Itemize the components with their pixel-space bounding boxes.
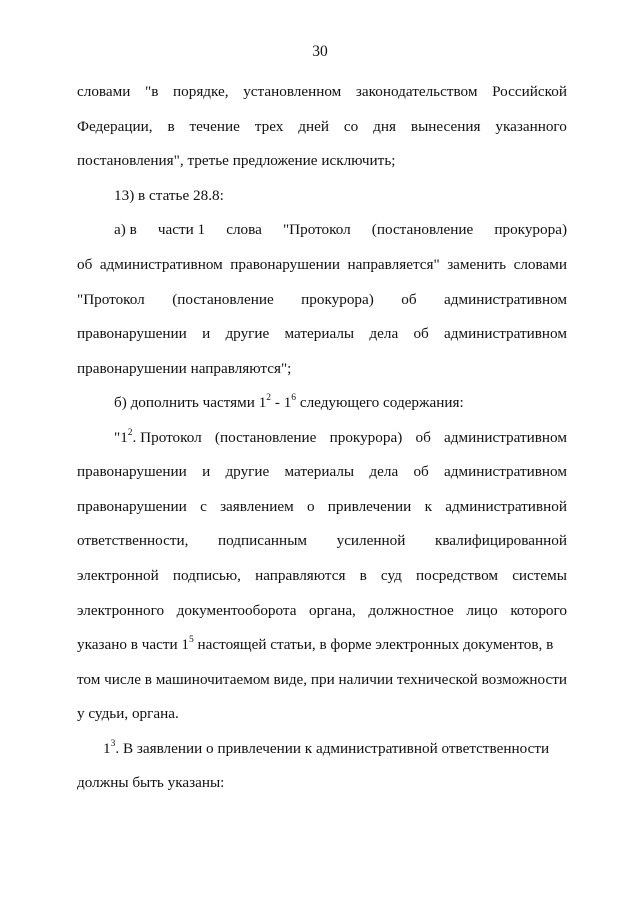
text-line-2: Федерации, в течение трех дней со дня вынесения указанного: [77, 118, 567, 135]
text-line-19: у судьи, органа.: [77, 705, 179, 722]
text-line-6: об административном правонарушении направляется" заменить словами: [77, 256, 567, 273]
text-line-12: правонарушении и другие материалы дела об административном: [77, 463, 567, 480]
text-line-4: 13) в статье 28.8:: [114, 187, 224, 204]
text-line-5: а) в части 1 слова "Протокол (постановление прокурора): [114, 221, 567, 238]
page-number: 30: [312, 43, 328, 60]
text-line-13: правонарушении с заявлением о привлечении к административной: [77, 498, 567, 515]
text-line-8: правонарушении и другие материалы дела об административном: [77, 325, 567, 342]
text-line-20: $1^3$. В заявлении о привлечении к административной ответственности: [103, 738, 550, 757]
text-line-10: б) дополнить частями $1^2 - 1^6$ следующего содержания:: [114, 392, 464, 411]
text-line-14: ответственности, подписанным усиленной квалифицированной: [77, 532, 567, 549]
text-line-16: электронного документооборота органа, должностное лицо которого: [77, 602, 567, 619]
text-line-18: том числе в машиночитаемом виде, при наличии технической возможности: [77, 671, 567, 688]
text-line-11: "$1^2$. Протокол (постановление прокурора) об административном: [114, 427, 567, 446]
text-line-15: электронной подписью, направляются в суд посредством системы: [77, 567, 567, 584]
text-line-9: правонарушении направляются";: [77, 360, 292, 377]
text-line-7: "Протокол (постановление прокурора) об административном: [77, 291, 567, 308]
text-line-1: словами "в порядке, установленном законодательством Российской: [77, 83, 567, 100]
text-line-21: должны быть указаны:: [77, 774, 225, 791]
text-line-3: постановления", третье предложение исключить;: [77, 152, 396, 169]
text-line-17: указано в части $1^5$ настоящей статьи, в форме электронных документов, в: [77, 634, 554, 653]
